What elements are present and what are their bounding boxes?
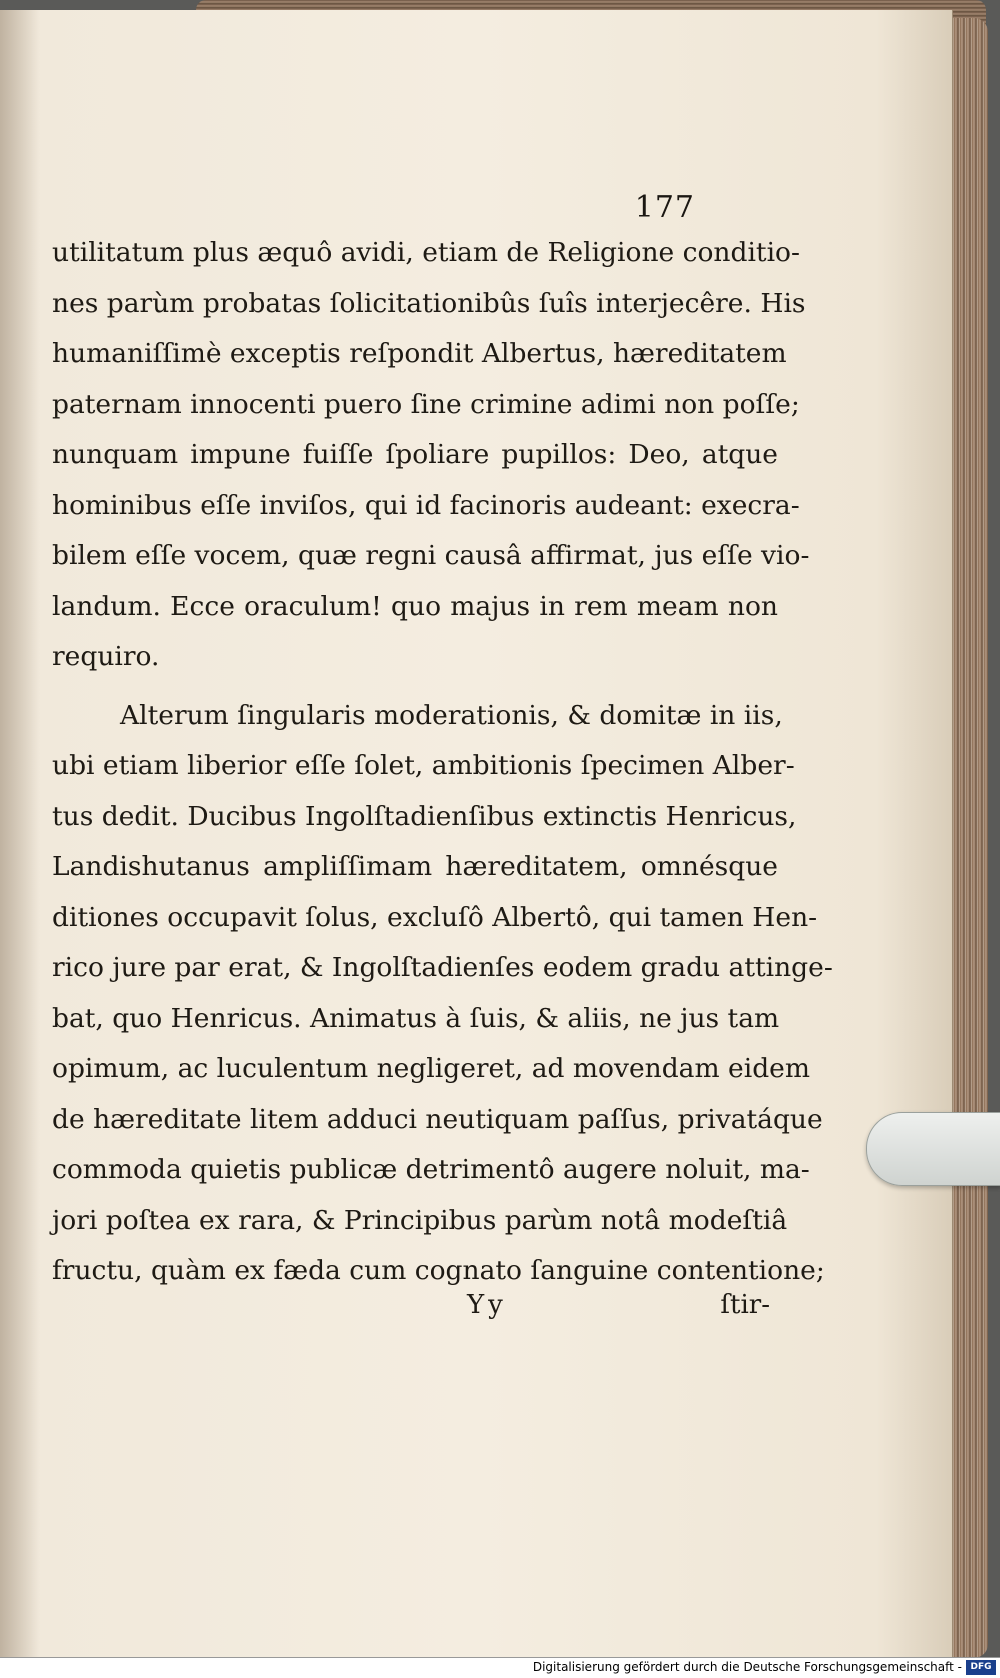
text-line: tus dedit. Ducibus Ingolſtadienſibus extinctis Henricus,	[52, 800, 797, 832]
footer-bar	[0, 1657, 1000, 1678]
page-clip	[866, 1112, 1000, 1186]
spine-shadow	[0, 10, 40, 1658]
catchword: ſtir-	[720, 1290, 770, 1320]
footer-credit: Digitalisierung gefördert durch die Deutsche Forschungsgemeinschaft -	[532, 1660, 962, 1674]
text-line: rico jure par erat, & Ingolſtadienſes eodem gradu attinge-	[52, 952, 833, 983]
text-line: nes parùm probatas ſolicitationibûs ſuîs interjecêre. His	[52, 287, 806, 319]
text-line: requiro.	[52, 641, 160, 672]
signature-mark: Yy	[467, 1290, 507, 1320]
text-line: de hæreditate litem adduci neutiquam paſſus, privatáque	[52, 1103, 823, 1135]
body-text	[52, 228, 833, 1297]
text-line: nunquam impune fuiſſe ſpoliare pupillos: Deo, atque	[52, 439, 778, 470]
text-line: landum. Ecce oraculum! quo majus in rem meam non	[52, 590, 778, 622]
text-line: bat, quo Henricus. Animatus à ſuis, & aliis, ne jus tam	[52, 1002, 780, 1034]
dfg-logo: DFG	[966, 1660, 996, 1675]
text-line: ubi etiam liberior eſſe ſolet, ambitionis ſpecimen Alber-	[52, 750, 795, 781]
text-line: ditiones occupavit ſolus, excluſô Albertô, qui tamen Hen-	[52, 901, 818, 933]
text-line: humaniſſimè exceptis reſpondit Albertus, hæreditatem	[52, 338, 787, 369]
text-line: Landishutanus ampliſſimam hæreditatem, omnésque	[52, 851, 778, 882]
text-line: commoda quietis publicæ detrimentô augere noluit, ma-	[52, 1154, 810, 1185]
text-line: utilitatum plus æquô avidi, etiam de Religione conditio-	[52, 237, 800, 268]
page-number: 177	[634, 190, 695, 225]
text-line: Alterum ſingularis moderationis, & domitæ in iis,	[120, 699, 783, 731]
text-line: fructu, quàm ex fæda cum cognato ſanguine contentione;	[52, 1255, 825, 1286]
text-line: bilem eſſe vocem, quæ regni causâ affirmat, jus eſſe vio-	[52, 540, 810, 571]
text-line: paternam innocenti puero ſine crimine adimi non poſſe;	[52, 388, 800, 420]
text-line: opimum, ac luculentum negligeret, ad movendam eidem	[52, 1053, 810, 1084]
text-line: hominibus eſſe inviſos, qui id facinoris audeant: execra-	[52, 489, 800, 521]
text-line: jori poſtea ex rara, & Principibus parùm notâ modeſtiâ	[52, 1204, 788, 1236]
page-foot	[52, 1290, 778, 1330]
